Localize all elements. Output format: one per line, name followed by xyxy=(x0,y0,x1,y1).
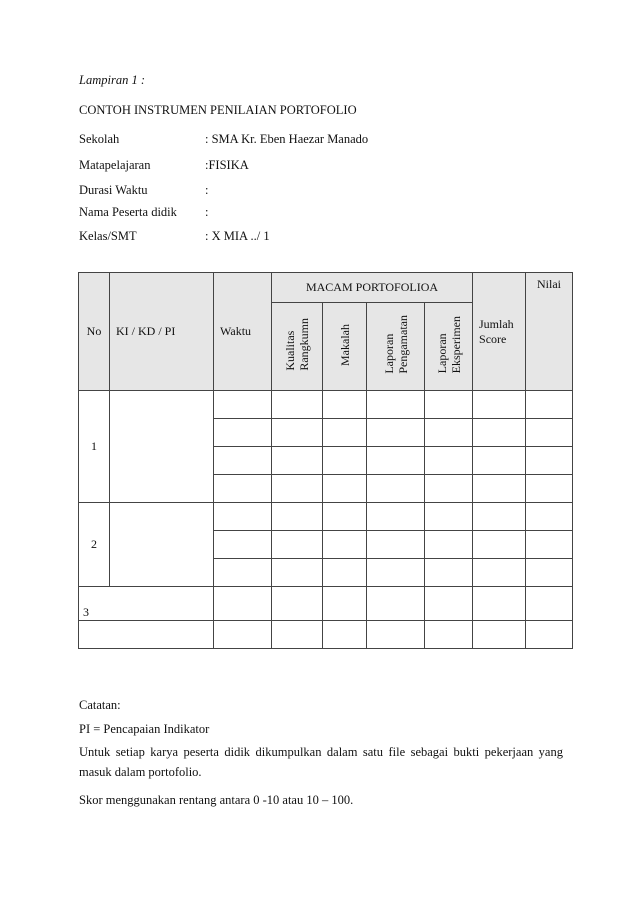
header-makalah-label: Makalah xyxy=(337,323,352,366)
table-cell[interactable] xyxy=(272,531,323,559)
table-cell[interactable] xyxy=(526,475,573,503)
table-cell[interactable] xyxy=(367,559,425,587)
table-cell[interactable] xyxy=(425,447,473,475)
table-cell[interactable] xyxy=(526,419,573,447)
table-cell[interactable] xyxy=(526,503,573,531)
table-cell[interactable] xyxy=(214,391,272,419)
table-cell[interactable] xyxy=(425,419,473,447)
table-row xyxy=(79,621,573,649)
info-label-student-name: Nama Peserta didik xyxy=(79,205,177,219)
header-kualitas-rangkuman xyxy=(272,303,323,391)
header-macam-portofolio: MACAM PORTOFOLIOA xyxy=(272,273,473,303)
table-cell[interactable] xyxy=(214,587,272,621)
info-label-subject: Matapelajaran xyxy=(79,158,151,172)
table-cell[interactable] xyxy=(272,447,323,475)
table-cell[interactable] xyxy=(367,531,425,559)
table-cell[interactable] xyxy=(214,621,272,649)
table-cell[interactable] xyxy=(425,559,473,587)
table-cell[interactable] xyxy=(272,621,323,649)
table-cell[interactable] xyxy=(272,419,323,447)
header-makalah xyxy=(323,303,367,391)
notes-paragraph-line-2: masuk dalam portofolio. xyxy=(79,765,202,779)
table-cell[interactable] xyxy=(323,447,367,475)
header-laporan-pengamatan-label-1: Laporan xyxy=(381,333,396,374)
header-laporan-eksperimen xyxy=(425,303,473,391)
info-value-school: : SMA Kr. Eben Haezar Manado xyxy=(205,132,369,146)
table-cell[interactable] xyxy=(526,531,573,559)
table-cell[interactable] xyxy=(473,447,526,475)
table-cell[interactable] xyxy=(214,447,272,475)
table-cell[interactable] xyxy=(473,587,526,621)
table-cell[interactable] xyxy=(214,419,272,447)
table-cell[interactable] xyxy=(367,475,425,503)
table-cell[interactable] xyxy=(323,587,367,621)
table-cell[interactable] xyxy=(272,587,323,621)
info-value-student-name: : xyxy=(205,205,209,219)
header-jumlah-label: Jumlah xyxy=(479,316,514,331)
header-laporan-pengamatan xyxy=(367,303,425,391)
notes-pi-definition: PI = Pencapaian Indikator xyxy=(79,722,210,736)
table-cell[interactable] xyxy=(526,587,573,621)
header-jumlah-score xyxy=(473,273,526,391)
row-number: 2 xyxy=(79,503,110,587)
table-cell[interactable] xyxy=(323,559,367,587)
table-header-row-1 xyxy=(79,273,573,303)
notes-paragraph-line-1: Untuk setiap karya peserta didik dikumpulkan dalam satu file sebagai bukti pekerjaan yang xyxy=(79,745,563,759)
table-cell[interactable] xyxy=(214,559,272,587)
info-value-duration: : xyxy=(205,183,209,197)
table-cell[interactable] xyxy=(425,475,473,503)
table-cell[interactable] xyxy=(214,503,272,531)
table-row xyxy=(79,587,573,621)
table-cell[interactable] xyxy=(473,475,526,503)
table-cell[interactable] xyxy=(473,503,526,531)
portfolio-table xyxy=(78,272,573,649)
info-value-subject: :FISIKA xyxy=(205,158,249,172)
header-laporan-eksperimen-label-1: Laporan xyxy=(434,333,449,374)
table-cell[interactable] xyxy=(367,621,425,649)
ki-kd-pi-cell[interactable] xyxy=(110,503,214,587)
table-cell[interactable] xyxy=(473,531,526,559)
info-label-duration: Durasi Waktu xyxy=(79,183,148,197)
table-cell[interactable] xyxy=(79,621,214,649)
header-kualitas-label: Kualitas xyxy=(283,330,297,371)
notes-heading: Catatan: xyxy=(79,698,121,712)
table-cell[interactable] xyxy=(367,419,425,447)
table-cell[interactable] xyxy=(272,475,323,503)
document-title: CONTOH INSTRUMEN PENILAIAN PORTOFOLIO xyxy=(79,103,357,117)
table-cell[interactable] xyxy=(323,475,367,503)
table-cell[interactable] xyxy=(367,447,425,475)
table-cell[interactable] xyxy=(473,559,526,587)
table-cell[interactable] xyxy=(473,391,526,419)
table-row xyxy=(79,503,573,531)
ki-kd-pi-cell[interactable] xyxy=(110,391,214,503)
table-cell[interactable] xyxy=(272,391,323,419)
header-laporan-pengamatan-label-2: Pengamatan xyxy=(395,315,410,374)
info-label-school: Sekolah xyxy=(79,132,120,146)
table-cell[interactable] xyxy=(425,503,473,531)
table-cell[interactable] xyxy=(473,621,526,649)
notes-score-range: Skor menggunakan rentang antara 0 -10 atau 10 – 100. xyxy=(79,793,354,807)
table-cell[interactable] xyxy=(526,391,573,419)
appendix-label: Lampiran 1 : xyxy=(79,73,145,87)
table-cell[interactable] xyxy=(214,531,272,559)
table-cell[interactable] xyxy=(272,559,323,587)
table-cell[interactable] xyxy=(425,391,473,419)
table-cell[interactable] xyxy=(323,531,367,559)
info-label-class: Kelas/SMT xyxy=(79,229,137,243)
header-score-label: Score xyxy=(479,331,507,346)
table-cell[interactable] xyxy=(526,447,573,475)
table-cell[interactable] xyxy=(367,587,425,621)
table-cell[interactable] xyxy=(425,621,473,649)
table-cell[interactable] xyxy=(367,391,425,419)
table-cell[interactable] xyxy=(323,419,367,447)
info-value-class: : X MIA ../ 1 xyxy=(205,229,270,243)
table-cell[interactable] xyxy=(473,419,526,447)
header-rangkuman-label: Rangkumn xyxy=(297,318,311,371)
row-number: 3 xyxy=(79,587,214,621)
table-cell[interactable] xyxy=(425,531,473,559)
table-cell[interactable] xyxy=(425,587,473,621)
table-cell[interactable] xyxy=(526,621,573,649)
row-number: 1 xyxy=(79,391,110,503)
header-ki-kd-pi: KI / KD / PI xyxy=(110,273,214,391)
table-cell[interactable] xyxy=(367,503,425,531)
table-cell[interactable] xyxy=(214,475,272,503)
header-laporan-eksperimen-label-2: Eksperimen xyxy=(448,315,463,374)
table-cell[interactable] xyxy=(323,621,367,649)
table-cell[interactable] xyxy=(323,391,367,419)
table-row xyxy=(79,391,573,419)
table-cell[interactable] xyxy=(323,503,367,531)
header-nilai: Nilai xyxy=(526,273,573,391)
table-cell[interactable] xyxy=(272,503,323,531)
header-waktu: Waktu xyxy=(214,273,272,391)
table-cell[interactable] xyxy=(526,559,573,587)
header-no: No xyxy=(79,273,110,391)
